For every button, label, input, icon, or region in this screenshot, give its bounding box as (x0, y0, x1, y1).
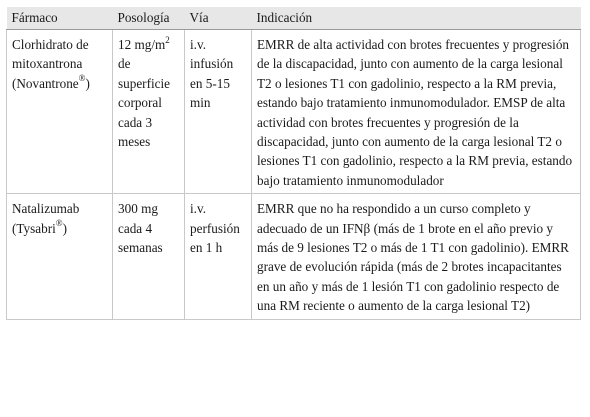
table-body (7, 30, 581, 320)
dose-cell (113, 194, 185, 319)
indication-cell: EMRR de alta actividad con brotes frecuentes y progresión de la discapacidad, junto con aumento de la carga lesional T2 o lesiones T1 con gadolinio, respecto a la RM previa, estando bajo tratamiento inmunomodulador. EMSP de alta actividad con brotes frecuentes y progresión de la discapacidad, junto con aumento de la carga lesional T2 o lesiones T1 con gadolinio, respecto a la RM previa, estando bajo tratamiento inmunomodulador (252, 30, 581, 194)
table-row (7, 30, 581, 194)
route-cell: i.v. infusión en 5-15 min (185, 30, 252, 194)
drug-cell (7, 194, 113, 319)
dose-text: 300 mg cada 4 semanas (118, 201, 163, 256)
indication-cell: EMRR que no ha respondido a un curso completo y adecuado de un IFNβ (más de 1 brote en el año previo y más de 9 lesiones T2 o más de 1 T1 con gadolinio). EMRR grave de evolución rápida (más de 2 brotes incapacitantes en un año y más de 1 lesión T1 con gadolinio respecto de una RM reciente o aumento de la carga lesional T2) (252, 194, 581, 319)
header-posologia: Posología (113, 7, 185, 30)
dose-text: 12 mg/m (118, 37, 166, 52)
dose-superscript: 2 (165, 34, 170, 45)
drug-name: Clorhidrato de mitoxantrona (Novantrone (12, 37, 89, 91)
header-row (7, 7, 581, 30)
drug-name: Natalizumab (Tysabri (12, 201, 80, 236)
table-row (7, 194, 581, 319)
header-indicacion: Indicación (252, 7, 581, 30)
registered-mark: ® (78, 73, 86, 84)
route-cell: i.v. perfusión en 1 h (185, 194, 252, 319)
registered-mark: ® (55, 218, 63, 229)
dose-text-rest: de superficie corporal cada 3 meses (118, 56, 170, 150)
header-via: Vía (185, 7, 252, 30)
table-header (7, 7, 581, 30)
drug-table (6, 7, 581, 320)
drug-cell (7, 30, 113, 194)
header-farmaco: Fármaco (7, 7, 113, 30)
drug-close: ) (85, 75, 90, 91)
dose-cell (113, 30, 185, 194)
drug-close: ) (62, 220, 68, 236)
